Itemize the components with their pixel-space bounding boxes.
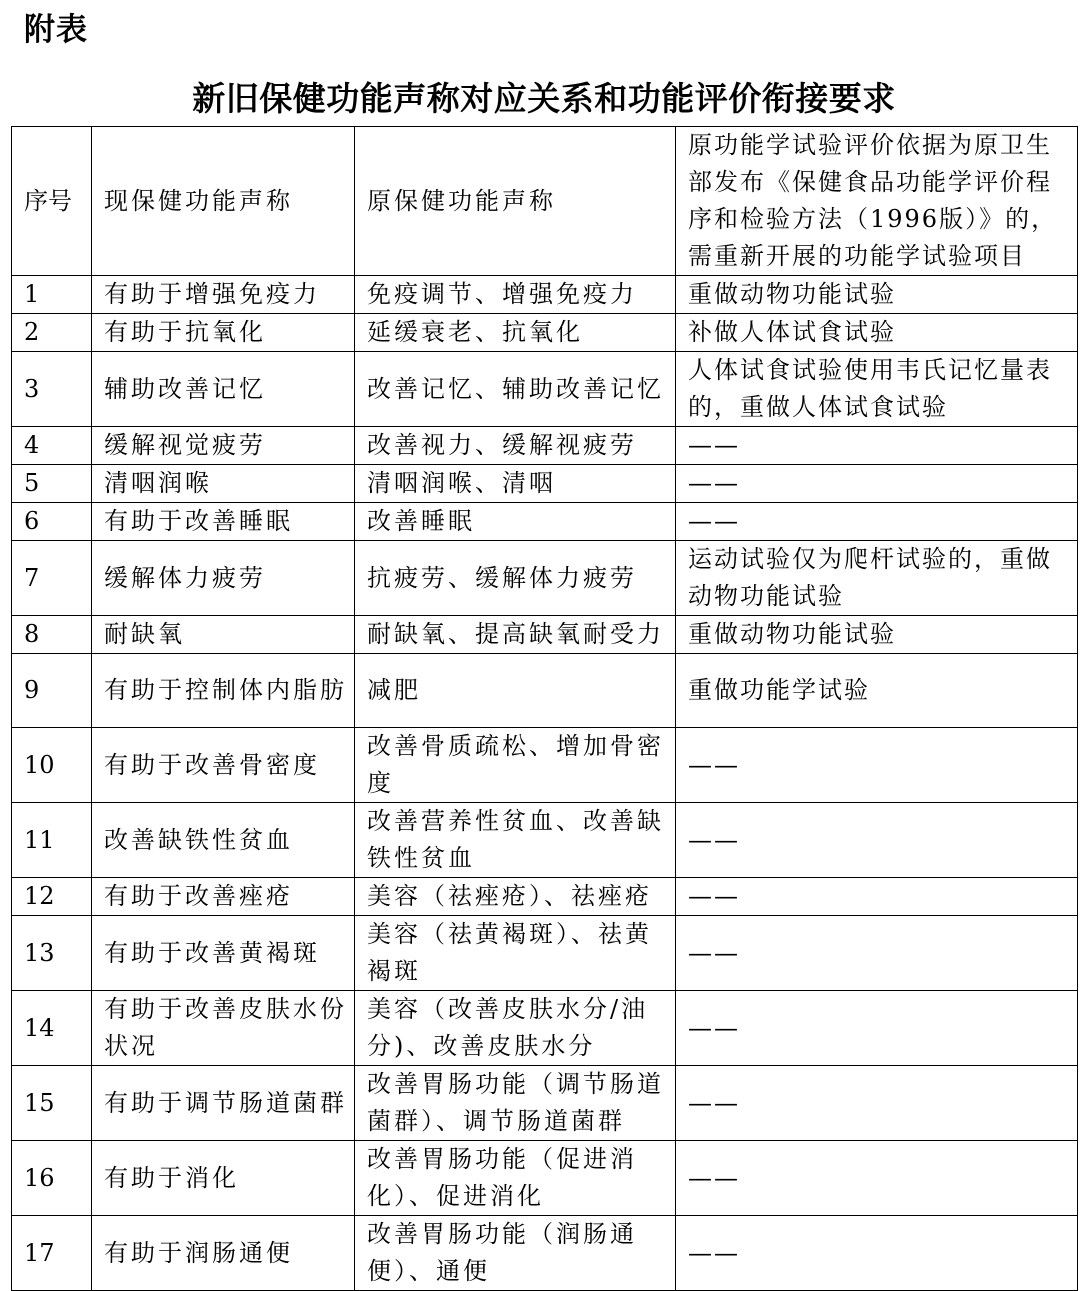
serial-number-cell: 16 [12, 1141, 92, 1216]
retest-requirement-cell: 补做人体试食试验 [676, 314, 1078, 352]
original-claim-cell: 减肥 [355, 654, 676, 728]
table-row [12, 916, 1078, 991]
retest-requirement-cell: —— [676, 878, 1078, 916]
table-row [12, 991, 1078, 1066]
current-claim-cell: 有助于改善痤疮 [92, 878, 355, 916]
table-row [12, 616, 1078, 654]
serial-number-cell: 13 [12, 916, 92, 991]
table-row [12, 314, 1078, 352]
claims-mapping-table [11, 126, 1078, 1291]
current-claim-cell: 有助于消化 [92, 1141, 355, 1216]
header-original-claim: 原保健功能声称 [355, 127, 676, 276]
original-claim-cell: 改善睡眠 [355, 503, 676, 541]
retest-requirement-cell: —— [676, 465, 1078, 503]
serial-number-cell: 17 [12, 1216, 92, 1291]
header-current-claim: 现保健功能声称 [92, 127, 355, 276]
serial-number-cell: 3 [12, 352, 92, 427]
current-claim-cell: 有助于抗氧化 [92, 314, 355, 352]
current-claim-cell: 清咽润喉 [92, 465, 355, 503]
original-claim-cell: 延缓衰老、抗氧化 [355, 314, 676, 352]
current-claim-cell: 缓解体力疲劳 [92, 541, 355, 616]
table-row [12, 654, 1078, 728]
table-row [12, 878, 1078, 916]
table-row [12, 427, 1078, 465]
table-row [12, 541, 1078, 616]
current-claim-cell: 有助于增强免疫力 [92, 276, 355, 314]
table-body [12, 276, 1078, 1291]
retest-requirement-cell: 重做动物功能试验 [676, 276, 1078, 314]
retest-requirement-cell: —— [676, 803, 1078, 878]
current-claim-cell: 有助于改善骨密度 [92, 728, 355, 803]
table-row [12, 503, 1078, 541]
serial-number-cell: 6 [12, 503, 92, 541]
table-row [12, 1216, 1078, 1291]
retest-requirement-cell: —— [676, 728, 1078, 803]
serial-number-cell: 8 [12, 616, 92, 654]
table-row [12, 728, 1078, 803]
serial-number-cell: 7 [12, 541, 92, 616]
original-claim-cell: 改善记忆、辅助改善记忆 [355, 352, 676, 427]
table-row [12, 276, 1078, 314]
serial-number-cell: 9 [12, 654, 92, 728]
retest-requirement-cell: —— [676, 991, 1078, 1066]
retest-requirement-cell: 运动试验仅为爬杆试验的，重做动物功能试验 [676, 541, 1078, 616]
current-claim-cell: 有助于润肠通便 [92, 1216, 355, 1291]
retest-requirement-cell: —— [676, 427, 1078, 465]
header-serial-number: 序号 [12, 127, 92, 276]
current-claim-cell: 辅助改善记忆 [92, 352, 355, 427]
header-retest-requirement: 原功能学试验评价依据为原卫生部发布《保健食品功能学评价程序和检验方法（1996版）》的，需重新开展的功能学试验项目 [676, 127, 1078, 276]
serial-number-cell: 2 [12, 314, 92, 352]
current-claim-cell: 有助于改善皮肤水份状况 [92, 991, 355, 1066]
serial-number-cell: 12 [12, 878, 92, 916]
current-claim-cell: 缓解视觉疲劳 [92, 427, 355, 465]
table-header-row [12, 127, 1078, 276]
table-row [12, 803, 1078, 878]
table-title: 新旧保健功能声称对应关系和功能评价衔接要求 [192, 79, 896, 118]
retest-requirement-cell: 重做动物功能试验 [676, 616, 1078, 654]
retest-requirement-cell: —— [676, 916, 1078, 991]
retest-requirement-cell: 人体试食试验使用韦氏记忆量表的，重做人体试食试验 [676, 352, 1078, 427]
appendix-label: 附表 [24, 12, 88, 48]
original-claim-cell: 清咽润喉、清咽 [355, 465, 676, 503]
original-claim-cell: 免疫调节、增强免疫力 [355, 276, 676, 314]
serial-number-cell: 5 [12, 465, 92, 503]
retest-requirement-cell: —— [676, 1066, 1078, 1141]
retest-requirement-cell: —— [676, 1216, 1078, 1291]
retest-requirement-cell: 重做功能学试验 [676, 654, 1078, 728]
current-claim-cell: 改善缺铁性贫血 [92, 803, 355, 878]
current-claim-cell: 耐缺氧 [92, 616, 355, 654]
serial-number-cell: 15 [12, 1066, 92, 1141]
original-claim-cell: 改善视力、缓解视疲劳 [355, 427, 676, 465]
original-claim-cell: 美容（祛痤疮）、祛痤疮 [355, 878, 676, 916]
original-claim-cell: 改善骨质疏松、增加骨密度 [355, 728, 676, 803]
serial-number-cell: 10 [12, 728, 92, 803]
original-claim-cell: 改善营养性贫血、改善缺铁性贫血 [355, 803, 676, 878]
table-row [12, 465, 1078, 503]
current-claim-cell: 有助于改善黄褐斑 [92, 916, 355, 991]
original-claim-cell: 抗疲劳、缓解体力疲劳 [355, 541, 676, 616]
original-claim-cell: 改善胃肠功能（润肠通便）、通便 [355, 1216, 676, 1291]
current-claim-cell: 有助于控制体内脂肪 [92, 654, 355, 728]
retest-requirement-cell: —— [676, 1141, 1078, 1216]
table-row [12, 352, 1078, 427]
serial-number-cell: 1 [12, 276, 92, 314]
retest-requirement-cell: —— [676, 503, 1078, 541]
table-row [12, 1066, 1078, 1141]
serial-number-cell: 14 [12, 991, 92, 1066]
original-claim-cell: 改善胃肠功能（调节肠道菌群）、调节肠道菌群 [355, 1066, 676, 1141]
serial-number-cell: 11 [12, 803, 92, 878]
original-claim-cell: 改善胃肠功能（促进消化）、促进消化 [355, 1141, 676, 1216]
serial-number-cell: 4 [12, 427, 92, 465]
table-row [12, 1141, 1078, 1216]
current-claim-cell: 有助于调节肠道菌群 [92, 1066, 355, 1141]
current-claim-cell: 有助于改善睡眠 [92, 503, 355, 541]
original-claim-cell: 耐缺氧、提高缺氧耐受力 [355, 616, 676, 654]
original-claim-cell: 美容（改善皮肤水分/油分)、改善皮肤水分 [355, 991, 676, 1066]
original-claim-cell: 美容（祛黄褐斑）、祛黄褐斑 [355, 916, 676, 991]
